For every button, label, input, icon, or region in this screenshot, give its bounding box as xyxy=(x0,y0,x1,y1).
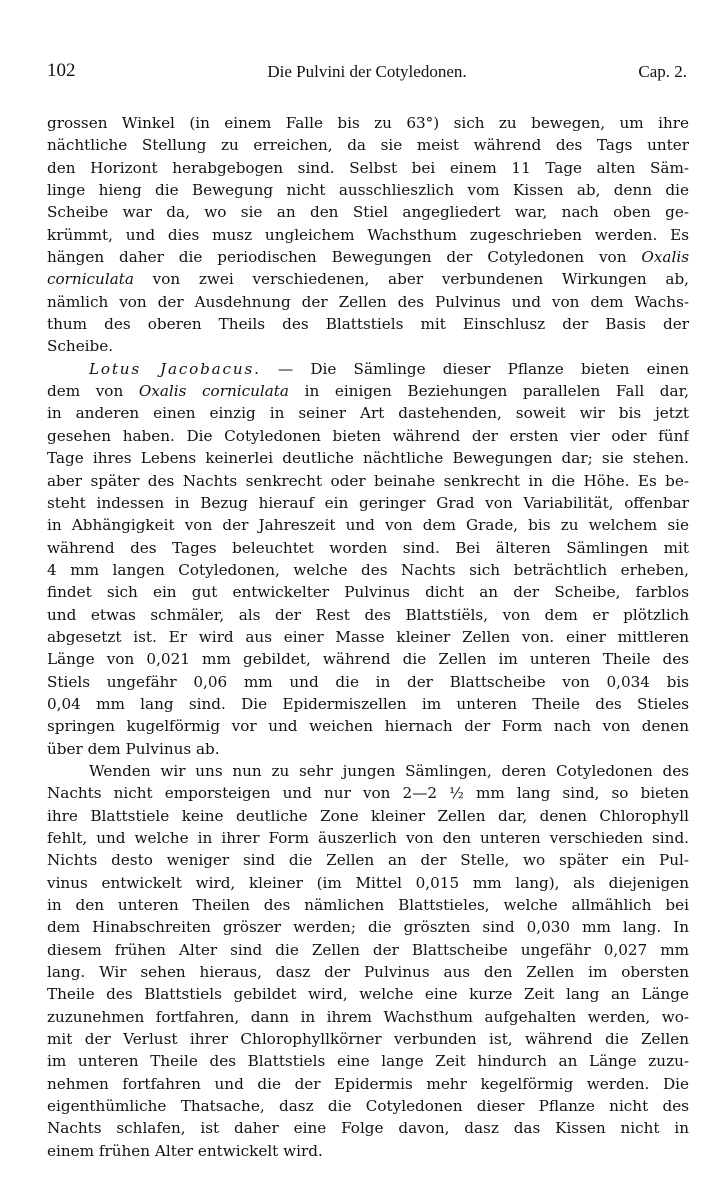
text-line: nächtliche Stellung zu erreichen, da sie meist während des Tags unter xyxy=(47,136,689,155)
text-line: gesehen haben. Die Cotyledonen bieten während der ersten vier oder fünf xyxy=(47,426,689,445)
text-line: fehlt, und welche in ihrer Form äuszerlich von den unteren verschieden sind. xyxy=(47,829,689,847)
text-line: zuzunehmen fortfahren, dann in ihrem Wachsthum aufgehalten werden, wo- xyxy=(47,1007,689,1026)
paragraph xyxy=(47,760,689,1162)
page-number: 102 xyxy=(47,60,76,81)
text-line: corniculata von zwei verschiedenen, aber verbundenen Wirkungen ab, xyxy=(47,270,689,289)
text-line: den Horizont herabgebogen sind. Selbst bei einem 11 Tage alten Säm- xyxy=(47,158,689,177)
text-line: in anderen einen einzig in seiner Art dastehenden, soweit wir bis jetzt xyxy=(47,404,689,423)
text-line: linge hieng die Bewegung nicht ausschlieszlich vom Kissen ab, denn die xyxy=(47,181,689,200)
text-line: Scheibe. xyxy=(47,337,114,356)
text-line: ihre Blattstiele keine deutliche Zone kleiner Zellen dar, denen Chlorophyll xyxy=(47,806,689,825)
text-line: Theile des Blattstiels gebildet wird, welche eine kurze Zeit lang an Länge xyxy=(47,985,689,1004)
text-line: thum des oberen Theils des Blattstiels mit Einschlusz der Basis der xyxy=(47,315,689,334)
text-line: Stiels ungefähr 0,06 mm und die in der Blattscheibe von 0,034 bis xyxy=(47,672,689,691)
text-line: Länge von 0,021 mm gebildet, während die Zellen im unteren Theile des xyxy=(47,650,689,669)
text-line: springen kugelförmig vor und weichen hiernach der Form nach von denen xyxy=(47,717,689,736)
text-line: diesem frühen Alter sind die Zellen der Blattscheibe ungefähr 0,027 mm xyxy=(47,940,689,959)
text-line: Tage ihres Lebens keinerlei deutliche nächtliche Bewegungen dar; sie stehen. xyxy=(47,449,689,468)
text-line: aber später des Nachts senkrecht oder beinahe senkrecht in die Höhe. Es be- xyxy=(47,471,689,490)
italic-term: Oxalis corniculata xyxy=(138,382,289,401)
paragraph xyxy=(47,358,689,760)
text-line: eigenthümliche Thatsache, dasz die Cotyledonen dieser Pflanze nicht des xyxy=(47,1097,689,1116)
text-line: mit der Verlust ihrer Chlorophyllkörner verbunden ist, während die Zellen xyxy=(47,1030,689,1049)
text-line: grossen Winkel (in einem Falle bis zu 63°) sich zu bewegen, um ihre xyxy=(47,114,689,132)
text-line: steht indessen in Bezug hierauf ein geringer Grad von Variabilität, offenbar xyxy=(47,493,689,512)
text-line: abgesetzt ist. Er wird aus einer Masse kleiner Zellen von. einer mittleren xyxy=(47,627,689,646)
text-line: über dem Pulvinus ab. xyxy=(47,739,220,758)
text-line: 0,04 mm lang sind. Die Epidermiszellen im unteren Theile des Stieles xyxy=(47,694,689,713)
page-body xyxy=(47,112,689,1162)
text-line: Nachts schlafen, ist daher eine Folge davon, dasz das Kissen nicht in xyxy=(47,1119,689,1138)
section-heading: Lotus Jacobacus. xyxy=(89,359,261,378)
text-line: dem Hinabschreiten gröszer werden; die gröszten sind 0,030 mm lang. In xyxy=(47,918,689,937)
page-header xyxy=(47,60,687,86)
text-line: und etwas schmäler, als der Rest des Blattstiëls, von dem er plötzlich xyxy=(47,605,689,624)
text-line: im unteren Theile des Blattstiels eine lange Zeit hindurch an Länge zuzu- xyxy=(47,1052,689,1071)
chapter-label: Cap. 2. xyxy=(638,62,687,81)
italic-term: corniculata xyxy=(47,270,134,289)
text-line: Lotus Jacobacus. — Die Sämlinge dieser Pflanze bieten einen xyxy=(89,359,689,378)
text-line: nehmen fortfahren und die der Epidermis mehr kegelförmig werden. Die xyxy=(47,1074,689,1093)
text-line: 4 mm langen Cotyledonen, welche des Nachts sich beträchtlich erheben, xyxy=(47,560,689,579)
text-line: Nichts desto weniger sind die Zellen an der Stelle, wo später ein Pul- xyxy=(47,851,689,870)
text-line: während des Tages beleuchtet worden sind. Bei älteren Sämlingen mit xyxy=(47,538,689,557)
text-line: in den unteren Theilen des nämlichen Blattstieles, welche allmählich bei xyxy=(47,896,689,915)
text-line: dem von Oxalis corniculata in einigen Beziehungen parallelen Fall dar, xyxy=(47,382,689,401)
text-line: hängen daher die periodischen Bewegungen der Cotyledonen von Oxalis xyxy=(47,248,689,267)
text-line: in Abhängigkeit von der Jahreszeit und von dem Grade, bis zu welchem sie xyxy=(47,516,689,535)
text-line: Scheibe war da, wo sie an den Stiel angegliedert war, nach oben ge- xyxy=(47,203,689,222)
italic-term: Oxalis xyxy=(641,248,689,267)
text-line: findet sich ein gut entwickelter Pulvinus dicht an der Scheibe, farblos xyxy=(47,583,689,602)
text-line: vinus entwickelt wird, kleiner (im Mittel 0,015 mm lang), als diejenigen xyxy=(47,873,689,892)
text-line: einem frühen Alter entwickelt wird. xyxy=(47,1141,323,1160)
text-line: krümmt, und dies musz ungleichem Wachsthum zugeschrieben werden. Es xyxy=(47,225,689,244)
running-title: Die Pulvini der Cotyledonen. xyxy=(267,62,467,81)
text-line: lang. Wir sehen hieraus, dasz der Pulvinus aus den Zellen im obersten xyxy=(47,963,689,982)
paragraph xyxy=(47,112,689,358)
text-line: Wenden wir uns nun zu sehr jungen Sämlingen, deren Cotyledonen des xyxy=(89,761,689,780)
text-line: Nachts nicht emporsteigen und nur von 2—2 ½ mm lang sind, so bieten xyxy=(47,784,689,803)
text-line: nämlich von der Ausdehnung der Zellen des Pulvinus und von dem Wachs- xyxy=(47,292,689,311)
